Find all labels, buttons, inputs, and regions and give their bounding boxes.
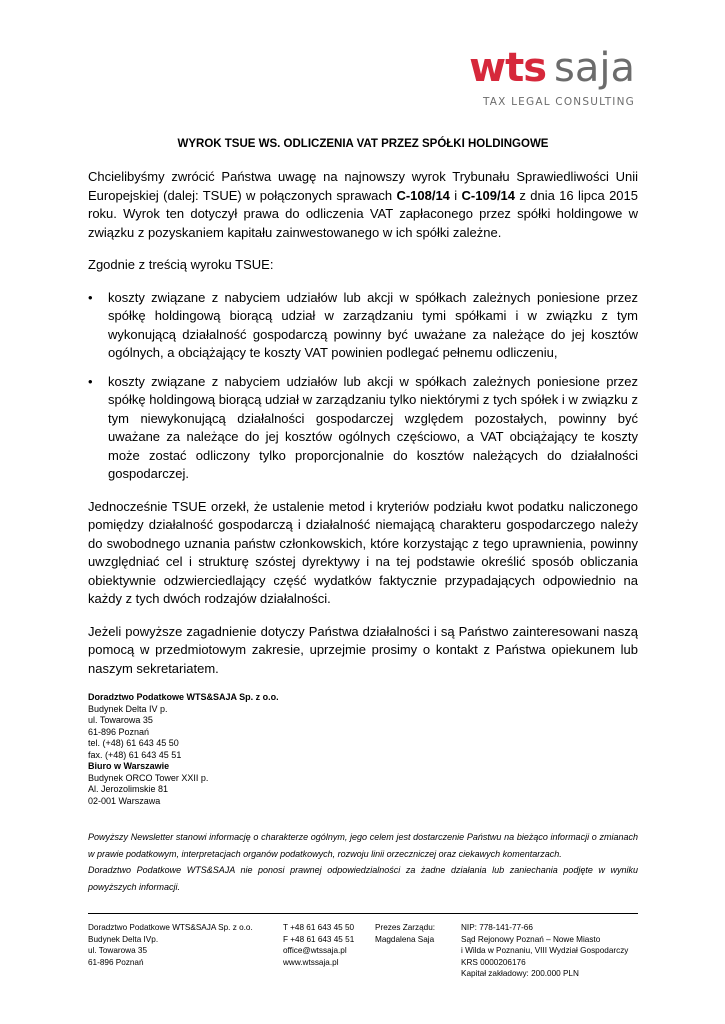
logo-saja-text: saja (554, 45, 635, 91)
bullet-icon: • (88, 289, 93, 305)
logo-tagline: TAX LEGAL CONSULTING (482, 96, 635, 108)
contact-block (88, 692, 638, 807)
contact-fax: fax. (+48) 61 643 45 51 (88, 749, 182, 760)
list-item (88, 373, 638, 484)
footer-line: NIP: 778-141-77-66 (461, 923, 533, 932)
footer-registration (461, 922, 638, 980)
paragraph-contact-request: Jeżeli powyższe zagadnienie dotyczy Państwa działalności i są Państwo zainteresowani naszą pomocą w przedmiotowym zakresie, uprzejmie prosimy o kontakt z Państwa opiekunem lub naszym sekretariatem. (88, 623, 638, 676)
contact-phone: tel. (+48) 61 643 45 50 (88, 738, 179, 748)
footer-contacts (283, 922, 375, 980)
case-number-1: C-108/14 (396, 187, 450, 203)
footer-line: KRS 0000206176 (461, 957, 526, 967)
intro-text-3: z dnia 16 lipca 2015 roku. Wyrok ten dotyczył prawa do odliczenia VAT zapłaconego przez spółki holdingowe w związku z pozyskaniem kapitału zainwestowanego w ich spółki zależne. (88, 187, 638, 240)
paragraph-criteria: Jednocześnie TSUE orzekł, że ustalenie metod i kryteriów podziału kwot podatku naliczonego pomiędzy działalność gospodarczą i działalność niemającą charakteru gospodarczego należy do swobodnego uznania państw członkowskich, które korzystając z tego uprawnienia, powinny uwzględniać cel i strukturę szóstej dyrektywy i na tej podstawie określić sposób obliczania obiektywnie odzwierciedlający część wydatków faktycznie przypadających odpowiednio na każdy z tych dwóch rodzajów działalności. (88, 498, 638, 606)
document-title: WYROK TSUE WS. ODLICZENIA VAT PRZEZ SPÓŁKI HOLDINGOWE (177, 138, 549, 150)
footer-management (375, 922, 461, 980)
intro-paragraph (88, 168, 638, 242)
footer-fax: F +48 61 643 45 51 (283, 934, 355, 944)
contact-line: 02-001 Warszawa (88, 795, 161, 806)
list-item-text: koszty związane z nabyciem udziałów lub akcji w spółkach zależnych poniesione przez spółkę holdingową biorącą udział w zarządzaniu tylko niektórymi z tych spółek i w związku z tym niewykonującą działalności gospodarczej względem pozostałych, powinny być uważane za należące do jej kosztów ogólnych częściowo, a VAT obciążający te koszty może zostać odliczony tylko proporcjonalnie do kosztów należących do działalności gospodarczej. (108, 373, 638, 481)
bullet-icon: • (88, 373, 93, 389)
footer-line: Budynek Delta IVp. (88, 934, 159, 944)
case-number-2: C-109/14 (461, 187, 516, 203)
contact-line: 61-896 Poznań (88, 726, 150, 737)
ruling-list (88, 289, 638, 484)
footer-line: 61-896 Poznań (88, 957, 144, 967)
footer-line: Kapitał zakładowy: 200.000 PLN (461, 969, 579, 978)
contact-line: Budynek ORCO Tower XXII p. (88, 772, 209, 783)
footer-line: i Wilda w Poznaniu, VIII Wydział Gospodarczy (461, 946, 629, 955)
intro-text-2: i (449, 187, 462, 203)
contact-company: Doradztwo Podatkowe WTS&SAJA Sp. z o.o. (88, 692, 279, 702)
footer-line: Magdalena Saja (375, 934, 435, 944)
document-body (88, 138, 638, 895)
footer-line: Prezes Zarządu: (375, 923, 436, 932)
footer-email-link[interactable]: office@wtssaja.pl (283, 946, 347, 955)
logo-wts-text: wts (469, 45, 547, 91)
page-footer (88, 913, 638, 980)
contact-line: Budynek Delta IV p. (88, 703, 168, 714)
disclaimer (88, 829, 638, 895)
footer-line: ul. Towarowa 35 (88, 946, 148, 955)
contact-line: ul. Towarowa 35 (88, 715, 153, 725)
footer-website-link[interactable]: www.wtssaja.pl (283, 957, 339, 967)
disclaimer-text: Powyższy Newsletter stanowi informację o charakterze ogólnym, jego celem jest dostarczenie Państwu na bieżąco informacji o zmianach w prawie podatkowym, interpretacjach organów podatkowych, rozwoju linii orzeczniczej oraz ciekawych komentarzach. (88, 832, 638, 859)
list-item (88, 289, 638, 363)
contact-office: Biuro w Warszawie (88, 761, 170, 771)
company-logo (455, 45, 635, 118)
contact-line: Al. Jerozolimskie 81 (88, 784, 169, 794)
list-item-text: koszty związane z nabyciem udziałów lub akcji w spółkach zależnych poniesione przez spółkę holdingową biorącą udział w zarządzaniu tymi spółkami i w związku z tym wykonującą działalność gospodarczą powinny być uważane za należące do jej kosztów ogólnych, a obciążający te koszty VAT powinien podlegać pełnemu odliczeniu, (108, 289, 638, 360)
disclaimer-text: Doradztwo Podatkowe WTS&SAJA nie ponosi prawnej odpowiedzialności za żadne działania lub zaniechania podjęte w wyniku powyższych informacji. (88, 865, 638, 892)
footer-phone: T +48 61 643 45 50 (283, 923, 355, 932)
footer-line: Sąd Rejonowy Poznań – Nowe Miasto (461, 934, 601, 944)
footer-address (88, 922, 283, 980)
lead-paragraph: Zgodnie z treścią wyroku TSUE: (88, 257, 274, 272)
intro-text-1: Chcielibyśmy zwrócić Państwa uwagę na najnowszy wyrok Trybunału Sprawiedliwości Unii Europejskiej (dalej: TSUE) w połączonych sprawach (88, 169, 638, 203)
footer-line: Doradztwo Podatkowe WTS&SAJA Sp. z o.o. (88, 923, 253, 932)
